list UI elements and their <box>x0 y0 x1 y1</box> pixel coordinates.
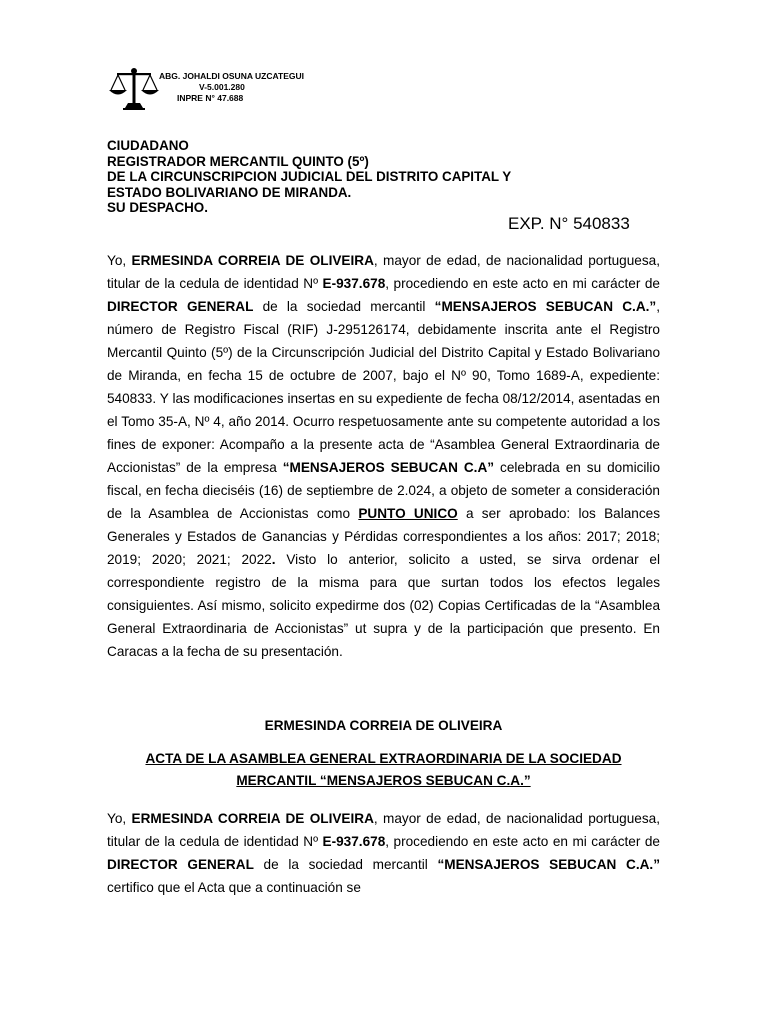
acta-title-line: MERCANTIL “MENSAJEROS SEBUCAN C.A.” <box>236 773 531 788</box>
lawyer-inpre: INPRE N° 47.688 <box>177 93 244 103</box>
addressee-line: DE LA CIRCUNSCRIPCION JUDICIAL DEL DISTRITO CAPITAL Y <box>107 169 512 185</box>
scales-of-justice-icon <box>107 66 161 112</box>
lawyer-name: ABG. JOHALDI OSUNA UZCATEGUI <box>159 71 304 81</box>
petition-paragraph <box>107 249 660 663</box>
text-run: Visto lo anterior, solicito a usted, se sirva ordenar el correspondiente registro de la misma para que surtan todos los efectos legales consiguientes. Así mismo, solicito expedirme dos (02) Copias Certificadas de la “Asamblea General Extraordinaria de Accionistas” ut supra y de la participación que presento. En Caracas a la fecha de su presentación. <box>107 552 661 659</box>
petitioner-name: ERMESINDA CORREIA DE OLIVEIRA <box>131 811 374 826</box>
addressee-line: CIUDADANO <box>107 138 189 153</box>
text-run: , número de Registro Fiscal (RIF) J-295126174, debidamente inscrita ante el Registro Mercantil Quinto (5º) de la Circunscripción Judicial del Distrito Capital y Estado Bolivariano de Miranda, en fecha 15 de octubre de 2007, bajo el Nº 90, Tomo 1689-A, expediente: 540833. Y las modificaciones insertas en su expediente de fecha 08/12/2014, asentadas en el Tomo 35-A, Nº 4, año 2014. Ocurro respetuosamente ante su competente autoridad a los fines de exponer: Acompaño a la presente acta de “Asamblea General Extraordinaria de Accionistas” de la empresa <box>107 299 660 475</box>
acta-title-line: ACTA DE LA ASAMBLEA GENERAL EXTRAORDINARIA DE LA SOCIEDAD <box>145 751 622 766</box>
role: DIRECTOR GENERAL <box>107 857 254 872</box>
text-run: certifico que el Acta que a continuación se <box>107 880 361 895</box>
text-run: , procediendo en este acto en mi carácter de <box>385 276 660 291</box>
role: DIRECTOR GENERAL <box>107 299 254 314</box>
addressee-line: REGISTRADOR MERCANTIL QUINTO (5º) <box>107 153 369 169</box>
company-name: “MENSAJEROS SEBUCAN C.A” <box>282 460 495 475</box>
lawyer-info <box>159 71 304 104</box>
text-run: celebrada en su domicilio fiscal, en fecha dieciséis (16) de septiembre de 2.024, a objeto de someter a consideración de la Asamblea de Accionistas como <box>107 460 661 521</box>
addressee-block <box>107 138 667 216</box>
text-run: . <box>271 552 276 567</box>
petitioner-name: ERMESINDA CORREIA DE OLIVEIRA <box>131 253 374 268</box>
text-run: a ser aprobado: los Balances Generales y Estados de Ganancias y Pérdidas correspondientes a los años: 2017; 2018; 2019; 2020; 2021; 2022 <box>107 506 660 567</box>
id-number: E-937.678 <box>322 276 386 291</box>
text-run: de la sociedad mercantil <box>253 299 435 314</box>
lawyer-id: V-5.001.280 <box>199 82 245 92</box>
acta-title <box>107 748 660 792</box>
addressee-line: ESTADO BOLIVARIANO DE MIRANDA. <box>107 184 352 200</box>
text-run: Yo, <box>107 253 132 268</box>
text-run: Yo, <box>107 811 132 826</box>
text-run: , mayor de edad, de nacionalidad portuguesa, titular de la cedula de identidad Nº <box>107 811 660 849</box>
id-number: E-937.678 <box>322 834 386 849</box>
text-run: , procediendo en este acto en mi carácter de <box>385 834 660 849</box>
company-name: “MENSAJEROS SEBUCAN C.A.” <box>434 299 657 314</box>
file-number: EXP. N° 540833 <box>508 214 630 233</box>
text-run: , mayor de edad, de nacionalidad portuguesa, titular de la cedula de identidad Nº <box>107 253 660 291</box>
single-item-label: PUNTO UNICO <box>358 506 458 521</box>
company-name: “MENSAJEROS SEBUCAN C.A.” <box>437 857 660 872</box>
letterhead <box>107 66 367 116</box>
addressee-line: SU DESPACHO. <box>107 200 208 216</box>
text-run: de la sociedad mercantil <box>253 857 438 872</box>
signature-name: ERMESINDA CORREIA DE OLIVEIRA <box>264 718 503 733</box>
certification-paragraph <box>107 807 660 899</box>
